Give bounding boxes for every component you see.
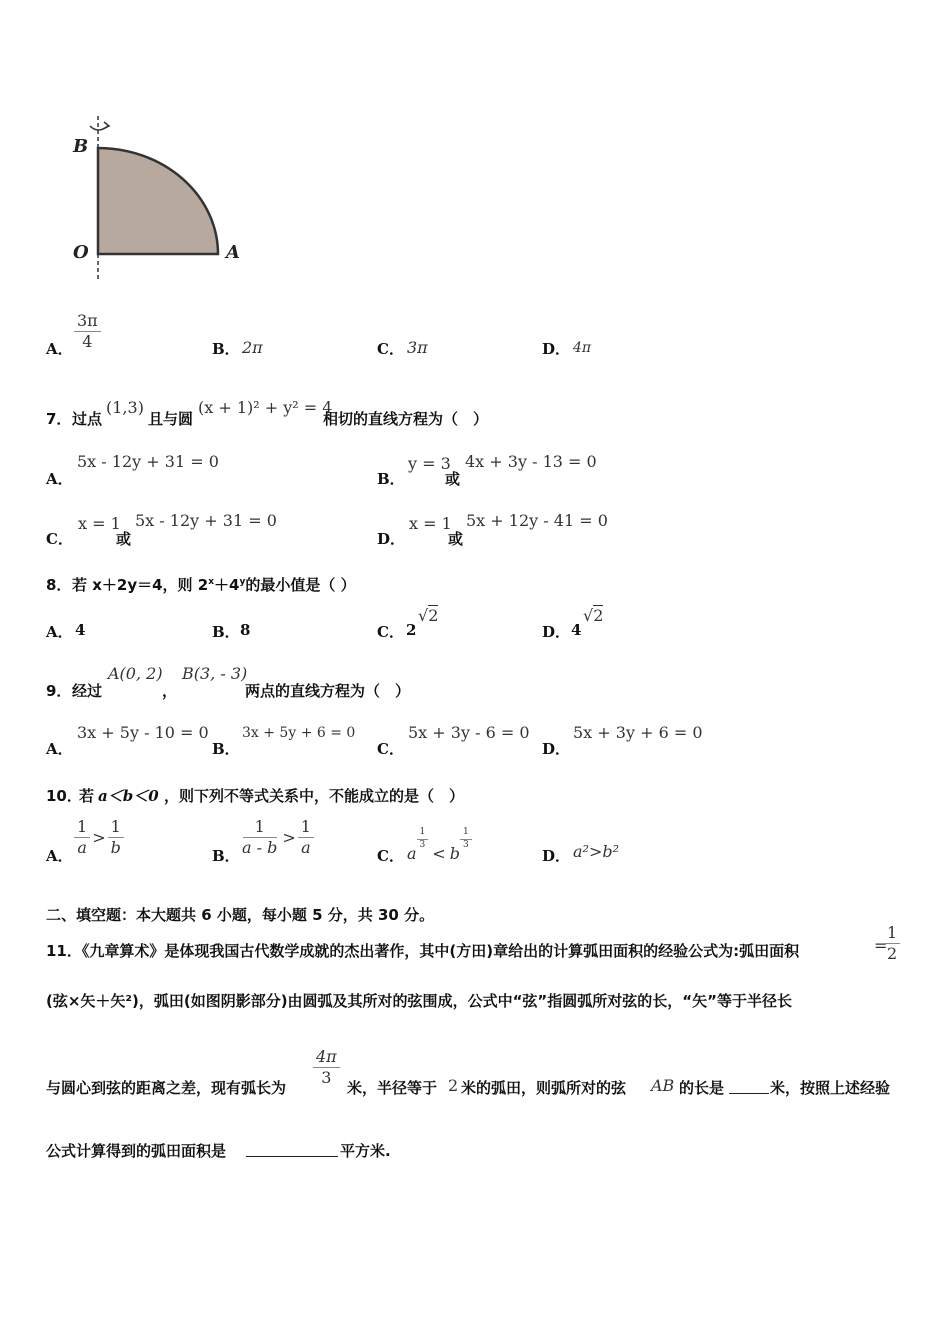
q11-line-2: (弦×矢＋矢²)，弧田(如图阴影部分)由圆弧及其所对的弦围成，公式中“弦”指圆弧所对弦的长，“矢”等于半径长 [46,992,792,1010]
q11-arc-den: 3 [321,1067,332,1087]
q6-option-c-label: C． [377,340,404,358]
q10-c-base-2: b [449,844,460,863]
q10-c-op: < [432,844,446,863]
q6-a-numerator: 3π [74,312,101,332]
q9-option-b-expr: 3x + 5y + 6 = 0 [242,725,356,741]
q8-option-d-root: 2 [593,606,604,625]
q10-condition: a＜b＜0 [98,787,159,805]
q11-radius: 2 [448,1076,459,1095]
q7-option-d-label: D． [377,530,406,548]
q10-c-base-1: a [407,844,417,863]
q8-text-3: 的最小值是（ ） [245,576,356,594]
q10-option-a-label: A． [46,847,73,865]
q10-option-a-expr [74,818,124,856]
q8-option-a-value: 4 [75,621,86,639]
q7-text-2: 且与圆 [148,410,194,428]
section-2-heading: 二、填空题：本大题共 6 小题，每小题 5 分，共 30 分。 [46,906,435,924]
q11-answer-blank-2[interactable] [246,1142,338,1157]
q9-text-1: 经过 [72,682,103,700]
q7-option-d-or: 或 [448,530,464,548]
q11-chord: AB [651,1076,675,1095]
q10-b-op: > [282,827,296,847]
q7-text-3: 相切的直线方程为（ ） [323,410,489,428]
shaded-quarter-disk [98,148,218,254]
q8-option-c-root: 2 [428,606,439,625]
q9-option-d-expr: 5x + 3y + 6 = 0 [573,723,703,742]
q10-b-den-2: a [301,837,311,857]
q9-text-2: 两点的直线方程为（ ） [245,682,411,700]
q8-option-b-value: 8 [240,621,251,639]
q9-option-c-expr: 5x + 3y - 6 = 0 [408,723,530,742]
q8-stem [72,574,356,595]
q11-answer-blank-1[interactable] [729,1079,769,1094]
label-o: O [73,242,89,263]
q9-point-b: B(3, - 3) [182,664,248,683]
q10-option-c-expr [407,828,472,863]
q10-a-den-2: b [110,837,121,857]
q7-option-b-label: B． [377,470,405,488]
q11-line-3a: 与圆心到弦的距离之差，现有弧长为 [46,1079,287,1097]
q10-c-exp-den-1: 3 [419,839,426,850]
q8-number: 8． [46,576,72,594]
label-b: B [73,136,89,157]
q11-equals: = [874,936,888,955]
q10-option-b-expr [239,818,314,856]
q8-option-c-sqrt [418,606,438,625]
q10-number: 10． [46,787,82,805]
q9-comma: ， [162,682,178,700]
q10-a-num-1: 1 [74,818,90,838]
q11-line-4a: 公式计算得到的弧田面积是 [46,1142,227,1160]
q7-point: (1,3) [106,398,144,417]
q6-option-b-label: B． [212,340,240,358]
q11-line-1: 11．《九章算术》是体现我国古代数学成就的杰出著作，其中(方田)章给出的计算弧田面积的经验公式为:弧田面积 [46,942,800,960]
q7-text-1: 过点 [72,410,103,428]
q10-a-num-2: 1 [108,818,124,838]
q11-line-3b: 米，半径等于 [347,1079,438,1097]
sqrt-sign-icon: √ [583,606,594,625]
q7-option-c-or: 或 [116,530,132,548]
q10-a-den-1: a [77,837,87,857]
sqrt-sign-icon: √ [418,606,429,625]
q8-sup-1: x [208,577,215,587]
q10-c-exp-num-2: 1 [460,828,472,840]
q10-b-den-1: a - b [242,837,278,857]
q9-option-c-label: C． [377,740,404,758]
q11-line-3c: 米的弧田，则弧所对的弦 [461,1079,627,1097]
q10-c-exp-den-2: 3 [462,839,469,850]
q7-option-c-expr-2: 5x - 12y + 31 = 0 [135,511,277,530]
q11-half-fraction [884,924,900,962]
q9-option-a-label: A． [46,740,73,758]
q7-number: 7． [46,410,72,428]
quarter-circle-figure [60,108,260,283]
q11-half-num: 1 [884,924,900,944]
q10-b-num-1: 1 [243,818,277,838]
q8-option-a-label: A． [46,623,73,641]
q10-option-d-expr: a²>b² [573,842,620,861]
rotation-arrowhead-icon [103,122,109,129]
q9-option-b-label: B． [212,740,240,758]
q8-option-c-value: 2 [406,621,417,639]
q8-option-d-value: 4 [571,621,582,639]
q7-option-a-expr: 5x - 12y + 31 = 0 [77,452,219,471]
q11-arc-fraction [313,1048,340,1086]
q9-point-a: A(0, 2) [108,664,163,683]
q9-number: 9． [46,682,72,700]
q7-option-b-expr-1: y = 3 [408,454,451,473]
q10-text-1: 若 [79,787,95,805]
q7-option-b-or: 或 [445,470,461,488]
q8-option-b-label: B． [212,623,240,641]
label-a: A [226,242,240,263]
q10-option-b-label: B． [212,847,240,865]
q7-option-a-label: A． [46,470,73,488]
q7-option-d-expr-2: 5x + 12y - 41 = 0 [466,511,608,530]
q10-option-d-label: D． [542,847,571,865]
q8-option-d-sqrt [583,606,603,625]
q8-sup-2: y [239,577,246,587]
q8-text-1: 若 x＋2y＝4，则 2 [72,576,209,594]
q9-option-a-expr: 3x + 5y - 10 = 0 [77,723,209,742]
q11-arc-num: 4π [313,1048,340,1068]
q11-line-3e: 米，按照上述经验 [770,1079,891,1097]
q8-text-2: ＋4 [214,576,240,594]
q9-option-d-label: D． [542,740,571,758]
q7-option-c-expr-1: x = 1 [78,514,121,533]
q7-option-b-expr-2: 4x + 3y - 13 = 0 [465,452,597,471]
q7-option-d-expr-1: x = 1 [409,514,452,533]
q11-line-3d: 的长是 [679,1079,725,1097]
q10-a-op: > [92,827,106,847]
q6-option-c-value: 3π [407,338,428,357]
q10-option-c-label: C． [377,847,404,865]
q6-a-denominator: 4 [82,331,93,351]
q8-option-c-label: C． [377,623,404,641]
q10-b-num-2: 1 [298,818,314,838]
q6-option-b-value: 2π [242,338,263,357]
q6-option-d-label: D． [542,340,571,358]
q6-option-d-value: 4π [573,340,592,356]
q10-c-exp-num-1: 1 [417,828,429,840]
q7-circle-equation: (x + 1)² + y² = 4 [198,398,333,417]
q6-option-a-label: A． [46,340,73,358]
q11-line-4b: 平方米. [340,1142,391,1160]
q6-option-a-fraction [74,312,101,350]
q8-option-d-label: D． [542,623,571,641]
q7-option-c-label: C． [46,530,73,548]
q11-half-den: 2 [887,943,898,963]
q10-text-2: ，则下列不等式关系中，不能成立的是（ ） [164,787,465,805]
